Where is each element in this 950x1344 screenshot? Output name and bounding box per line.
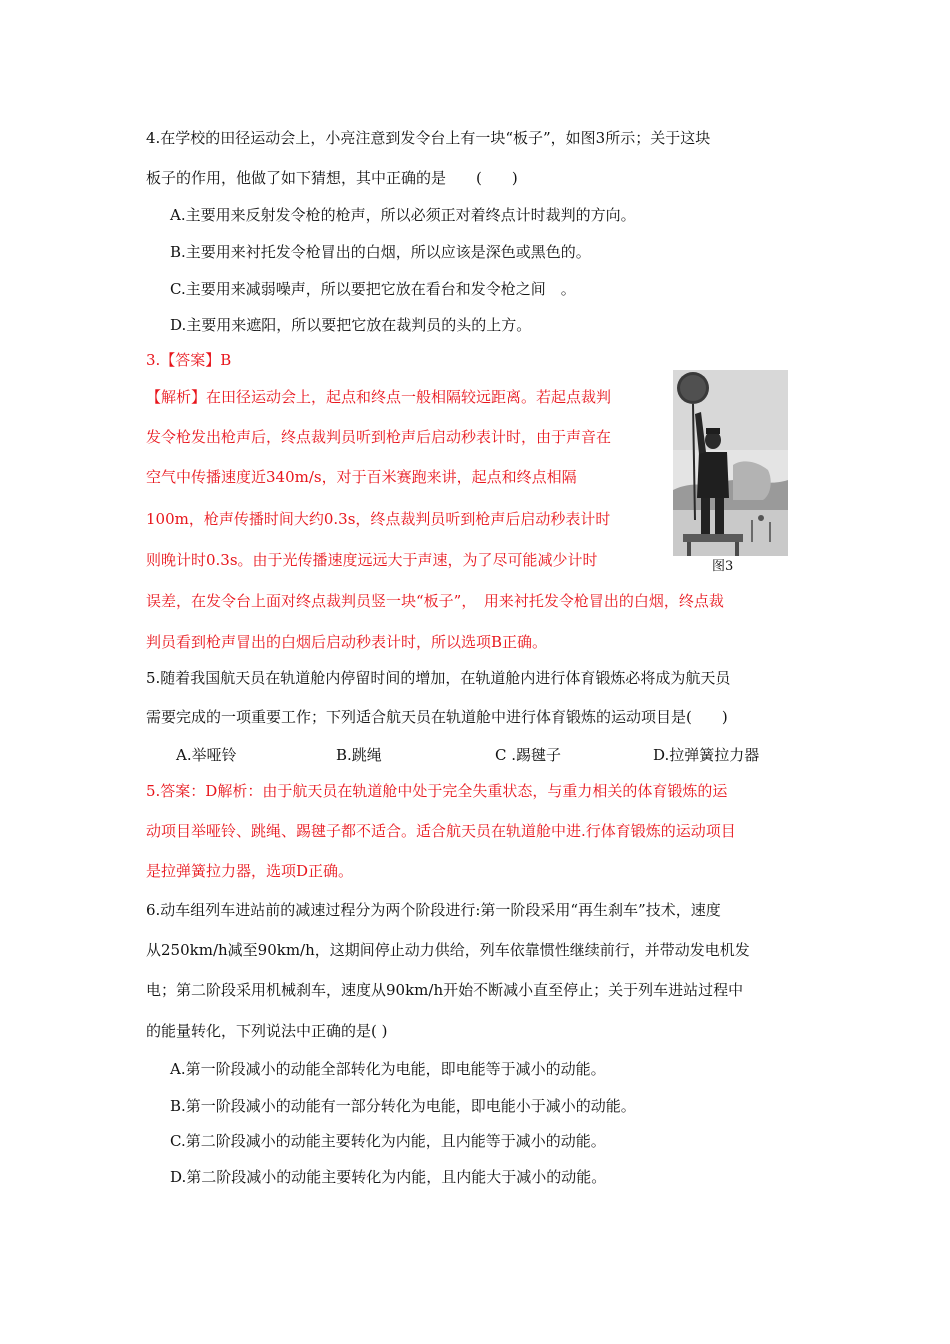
q4-analysis-line-2: 发令枪发出枪声后，终点裁判员听到枪声后启动秒表计时，由于声音在 bbox=[146, 428, 612, 446]
q4-stem-line-1: 4.在学校的田径运动会上，小亮注意到发令台上有一块“板子”，如图3所示；关于这块 bbox=[146, 129, 711, 147]
q4-analysis-line-4: 100m，枪声传播时间大约0.3s，终点裁判员听到枪声后启动秒表计时 bbox=[146, 510, 611, 528]
q5-option-c: C .踢毽子 bbox=[495, 746, 562, 764]
q4-analysis-line-7: 判员看到枪声冒出的白烟后启动秒表计时，所以选项B正确。 bbox=[146, 633, 548, 651]
q5-stem-line-2: 需要完成的一项重要工作；下列适合航天员在轨道舱中进行体育锻炼的运动项目是( ) bbox=[146, 708, 728, 726]
figure-3-photo bbox=[673, 370, 788, 556]
q6-stem-line-2: 从250km/h减至90km/h，这期间停止动力供给，列车依靠惯性继续前行，并带动发电机发 bbox=[146, 941, 750, 959]
q4-option-a: A.主要用来反射发令枪的枪声，所以必须正对着终点计时裁判的方向。 bbox=[170, 206, 636, 224]
q5-option-d: D.拉弹簧拉力器 bbox=[653, 746, 760, 764]
q5-option-b: B.跳绳 bbox=[336, 746, 382, 764]
q4-stem-line-2: 板子的作用，他做了如下猜想，其中正确的是 ( ) bbox=[146, 169, 518, 187]
q5-option-a: A.举哑铃 bbox=[176, 746, 237, 764]
q5-stem-line-1: 5.随着我国航天员在轨道舱内停留时间的增加，在轨道舱内进行体育锻炼必将成为航天员 bbox=[146, 669, 731, 687]
q5-answer-line-3: 是拉弹簧拉力器，选项D正确。 bbox=[146, 862, 354, 880]
q6-stem-line-4: 的能量转化，下列说法中正确的是( ) bbox=[146, 1022, 388, 1040]
q6-stem-line-1: 6.动车组列车进站前的减速过程分为两个阶段进行:第一阶段采用“再生刹车”技术，速度 bbox=[146, 901, 721, 919]
q6-option-b: B.第一阶段减小的动能有一部分转化为电能，即电能小于减小的动能。 bbox=[170, 1097, 636, 1115]
q6-option-d: D.第二阶段减小的动能主要转化为内能，且内能大于减小的动能。 bbox=[170, 1168, 607, 1186]
starter-with-board-illustration bbox=[673, 370, 788, 556]
q4-analysis-line-1: 【解析】在田径运动会上，起点和终点一般相隔较远距离。若起点裁判 bbox=[146, 388, 612, 406]
q6-option-c: C.第二阶段减小的动能主要转化为内能，且内能等于减小的动能。 bbox=[170, 1132, 606, 1150]
q5-answer-line-1: 5.答案：D解析：由于航天员在轨道舱中处于完全失重状态，与重力相关的体育锻炼的运 bbox=[146, 782, 728, 800]
q4-analysis-line-5: 则晚计时0.3s。由于光传播速度远远大于声速，为了尽可能减少计时 bbox=[146, 551, 598, 569]
q4-option-d: D.主要用来遮阳，所以要把它放在裁判员的头的上方。 bbox=[170, 316, 532, 334]
q4-analysis-line-3: 空气中传播速度近340m/s，对于百米赛跑来讲，起点和终点相隔 bbox=[146, 468, 577, 486]
q4-answer-label: 3.【答案】B bbox=[146, 351, 232, 369]
q5-answer-line-2: 动项目举哑铃、跳绳、踢毽子都不适合。适合航天员在轨道舱中进.行体育锻炼的运动项目 bbox=[146, 822, 736, 840]
figure-3-caption: 图3 bbox=[712, 559, 734, 574]
q4-analysis-line-6: 误差，在发令台上面对终点裁判员竖一块“板子”， 用来衬托发令枪冒出的白烟，终点裁 bbox=[146, 592, 724, 610]
q4-option-c: C.主要用来减弱噪声，所以要把它放在看台和发令枪之间 。 bbox=[170, 280, 576, 298]
q6-option-a: A.第一阶段减小的动能全部转化为电能，即电能等于减小的动能。 bbox=[170, 1060, 606, 1078]
q6-stem-line-3: 电；第二阶段采用机械刹车，速度从90km/h开始不断减小直至停止；关于列车进站过程中 bbox=[146, 981, 744, 999]
q4-option-b: B.主要用来衬托发令枪冒出的白烟，所以应该是深色或黑色的。 bbox=[170, 243, 591, 261]
